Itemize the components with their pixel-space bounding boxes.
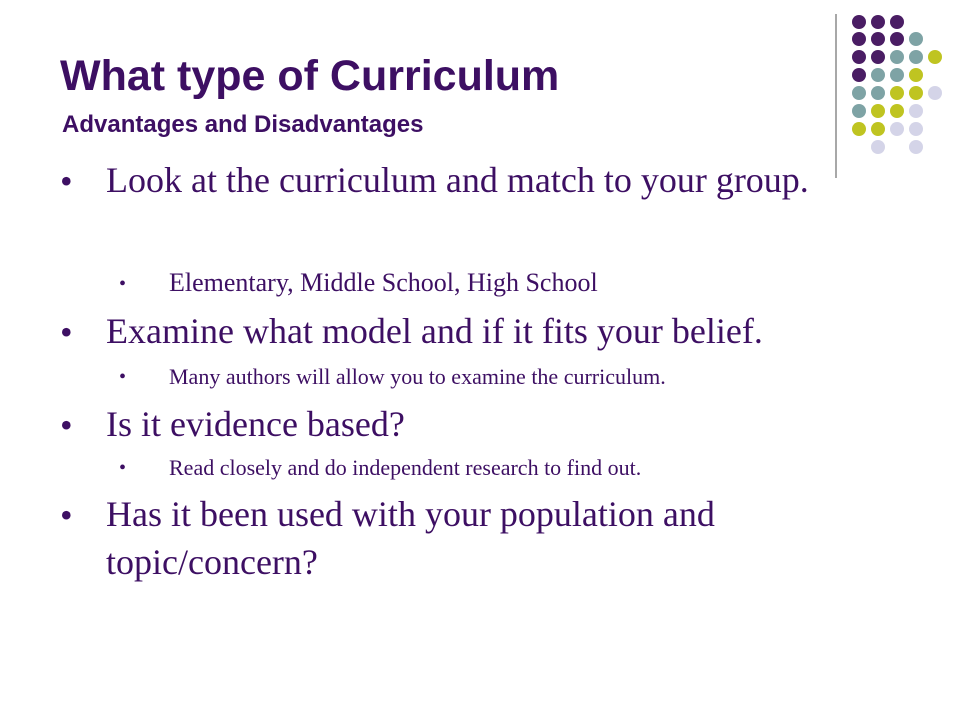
bullet-item-text: Examine what model and if it fits your belief.	[106, 311, 763, 351]
bullet-icon: •	[60, 161, 73, 201]
sub-bullet-icon: •	[119, 366, 127, 388]
bullet-icon: •	[60, 405, 73, 445]
slide-title: What type of Curriculum	[60, 52, 560, 100]
slide-subtitle: Advantages and Disadvantages	[62, 111, 424, 138]
sub-bullet-item-text: Elementary, Middle School, High School	[169, 268, 598, 297]
bullet-icon: •	[60, 495, 73, 535]
sub-bullet-item-text: Read closely and do independent research to find out.	[169, 455, 642, 480]
bullet-item-text: Is it evidence based?	[106, 404, 405, 444]
bullet-item-text: Has it been used with your population and topic/concern?	[106, 494, 715, 582]
sub-bullet-item-text: Many authors will allow you to examine the curriculum.	[169, 364, 666, 389]
sub-bullet-icon: •	[119, 457, 127, 479]
bullet-icon: •	[60, 312, 73, 352]
bullet-item-text: Look at the curriculum and match to your group.	[106, 160, 809, 200]
sub-bullet-icon: •	[119, 273, 127, 295]
